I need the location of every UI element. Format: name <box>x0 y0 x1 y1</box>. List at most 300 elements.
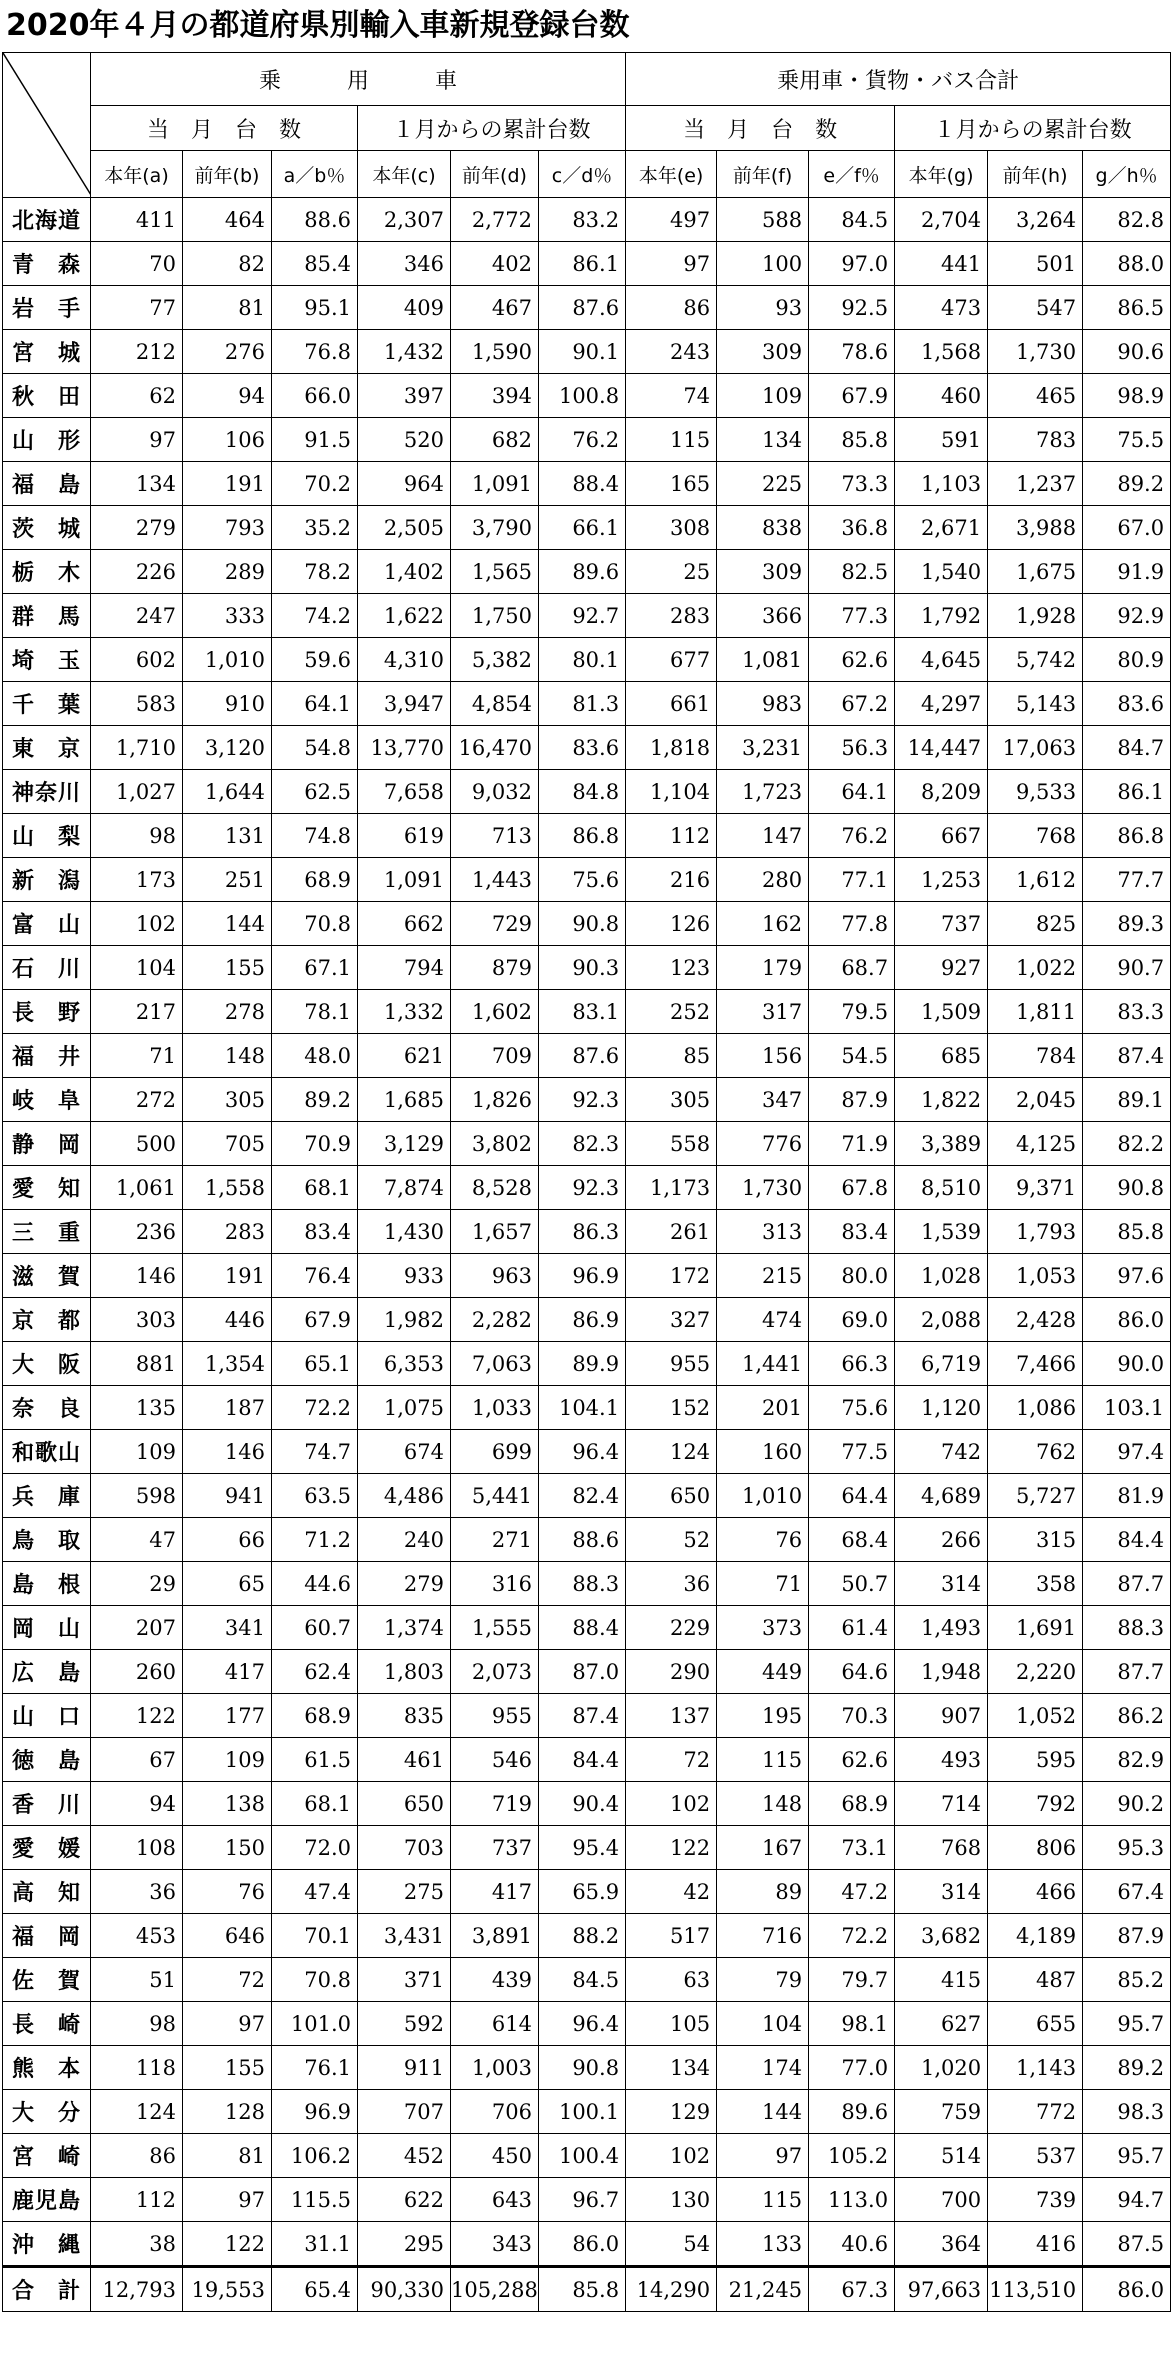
prefecture-name: 栃 木 <box>3 550 91 594</box>
table-cell: 514 <box>895 2134 988 2178</box>
table-cell: 61.5 <box>272 1738 358 1782</box>
table-cell: 1,103 <box>895 462 988 506</box>
table-cell: 271 <box>451 1518 539 1562</box>
table-cell: 85.2 <box>1083 1958 1171 2002</box>
column-header: 前年(h) <box>988 151 1083 198</box>
table-cell: 91.9 <box>1083 550 1171 594</box>
table-cell: 134 <box>626 2046 717 2090</box>
table-cell: 123 <box>626 946 717 990</box>
table-cell: 87.4 <box>1083 1034 1171 1078</box>
table-cell: 685 <box>895 1034 988 1078</box>
table-cell: 3,431 <box>358 1914 451 1958</box>
table-cell: 50.7 <box>809 1562 895 1606</box>
table-cell: 707 <box>358 2090 451 2134</box>
table-cell: 113.0 <box>809 2178 895 2222</box>
table-cell: 86.1 <box>1083 770 1171 814</box>
table-cell: 1,539 <box>895 1210 988 1254</box>
table-cell: 1,723 <box>717 770 809 814</box>
table-cell: 1,443 <box>451 858 539 902</box>
table-cell: 81.3 <box>539 682 626 726</box>
table-cell: 449 <box>717 1650 809 1694</box>
table-cell: 643 <box>451 2178 539 2222</box>
table-cell: 276 <box>183 330 272 374</box>
prefecture-name: 香 川 <box>3 1782 91 1826</box>
table-cell: 84.4 <box>539 1738 626 1782</box>
table-cell: 825 <box>988 902 1083 946</box>
table-cell: 4,645 <box>895 638 988 682</box>
table-cell: 62.5 <box>272 770 358 814</box>
table-cell: 275 <box>358 1870 451 1914</box>
table-cell: 31.1 <box>272 2222 358 2267</box>
table-cell: 95.7 <box>1083 2002 1171 2046</box>
table-cell: 3,891 <box>451 1914 539 1958</box>
table-cell: 416 <box>988 2222 1083 2267</box>
table-cell: 95.7 <box>1083 2134 1171 2178</box>
table-cell: 75.5 <box>1083 418 1171 462</box>
table-cell: 713 <box>451 814 539 858</box>
table-cell: 85 <box>626 1034 717 1078</box>
table-cell: 63 <box>626 1958 717 2002</box>
table-cell: 155 <box>183 2046 272 2090</box>
table-cell: 86 <box>626 286 717 330</box>
table-cell: 97,663 <box>895 2267 988 2312</box>
table-cell: 81 <box>183 286 272 330</box>
prefecture-name: 新 潟 <box>3 858 91 902</box>
table-cell: 80.0 <box>809 1254 895 1298</box>
table-row <box>3 1298 1171 1342</box>
table-cell: 112 <box>626 814 717 858</box>
table-cell: 124 <box>91 2090 183 2134</box>
table-cell: 621 <box>358 1034 451 1078</box>
table-cell: 64.1 <box>272 682 358 726</box>
table-cell: 3,120 <box>183 726 272 770</box>
table-cell: 1,091 <box>451 462 539 506</box>
table-cell: 1,441 <box>717 1342 809 1386</box>
prefecture-name: 長 野 <box>3 990 91 1034</box>
table-cell: 439 <box>451 1958 539 2002</box>
table-cell: 2,671 <box>895 506 988 550</box>
table-row <box>3 1562 1171 1606</box>
table-cell: 1,612 <box>988 858 1083 902</box>
table-cell: 283 <box>183 1210 272 1254</box>
table-row <box>3 1826 1171 1870</box>
table-cell: 473 <box>895 286 988 330</box>
table-cell: 78.2 <box>272 550 358 594</box>
table-cell: 94.7 <box>1083 2178 1171 2222</box>
table-cell: 87.0 <box>539 1650 626 1694</box>
table-row <box>3 1958 1171 2002</box>
table-cell: 309 <box>717 550 809 594</box>
table-cell: 1,432 <box>358 330 451 374</box>
table-cell: 87.6 <box>539 286 626 330</box>
table-cell: 289 <box>183 550 272 594</box>
prefecture-name: 奈 良 <box>3 1386 91 1430</box>
table-cell: 371 <box>358 1958 451 2002</box>
table-cell: 131 <box>183 814 272 858</box>
table-cell: 402 <box>451 242 539 286</box>
table-cell: 96.4 <box>539 1430 626 1474</box>
table-cell: 358 <box>988 1562 1083 1606</box>
table-cell: 61.4 <box>809 1606 895 1650</box>
table-cell: 103.1 <box>1083 1386 1171 1430</box>
table-row <box>3 1078 1171 1122</box>
table-cell: 68.7 <box>809 946 895 990</box>
table-cell: 706 <box>451 2090 539 2134</box>
table-cell: 595 <box>988 1738 1083 1782</box>
table-cell: 17,063 <box>988 726 1083 770</box>
table-cell: 174 <box>717 2046 809 2090</box>
table-cell: 4,189 <box>988 1914 1083 1958</box>
table-cell: 128 <box>183 2090 272 2134</box>
table-cell: 783 <box>988 418 1083 462</box>
table-cell: 148 <box>183 1034 272 1078</box>
table-cell: 4,689 <box>895 1474 988 1518</box>
table-cell: 87.9 <box>1083 1914 1171 1958</box>
table-cell: 29 <box>91 1562 183 1606</box>
table-cell: 102 <box>626 1782 717 1826</box>
table-cell: 792 <box>988 1782 1083 1826</box>
table-cell: 87.7 <box>1083 1562 1171 1606</box>
table-row <box>3 1166 1171 1210</box>
table-cell: 98.9 <box>1083 374 1171 418</box>
table-cell: 80.9 <box>1083 638 1171 682</box>
table-cell: 280 <box>717 858 809 902</box>
table-cell: 68.1 <box>272 1166 358 1210</box>
table-cell: 9,371 <box>988 1166 1083 1210</box>
table-cell: 411 <box>91 198 183 242</box>
table-cell: 716 <box>717 1914 809 1958</box>
table-cell: 2,220 <box>988 1650 1083 1694</box>
column-header: 本年(e) <box>626 151 717 198</box>
table-cell: 83.3 <box>1083 990 1171 1034</box>
table-row <box>3 1606 1171 1650</box>
table-cell: 54 <box>626 2222 717 2267</box>
table-cell: 36 <box>91 1870 183 1914</box>
table-cell: 65.1 <box>272 1342 358 1386</box>
column-header: 前年(d) <box>451 151 539 198</box>
table-cell: 96.7 <box>539 2178 626 2222</box>
table-cell: 86.5 <box>1083 286 1171 330</box>
column-header: 本年(a) <box>91 151 183 198</box>
table-cell: 881 <box>91 1342 183 1386</box>
table-cell: 144 <box>717 2090 809 2134</box>
table-cell: 21,245 <box>717 2267 809 2312</box>
table-cell: 95.3 <box>1083 1826 1171 1870</box>
prefecture-name: 大 分 <box>3 2090 91 2134</box>
table-cell: 314 <box>895 1562 988 1606</box>
table-cell: 152 <box>626 1386 717 1430</box>
table-cell: 66.3 <box>809 1342 895 1386</box>
table-cell: 90,330 <box>358 2267 451 2312</box>
table-cell: 73.1 <box>809 1826 895 1870</box>
table-cell: 1,750 <box>451 594 539 638</box>
table-cell: 806 <box>988 1826 1083 1870</box>
table-cell: 699 <box>451 1430 539 1474</box>
table-cell: 252 <box>626 990 717 1034</box>
table-cell: 13,770 <box>358 726 451 770</box>
table-cell: 98 <box>91 2002 183 2046</box>
table-cell: 84.5 <box>539 1958 626 2002</box>
table-cell: 2,282 <box>451 1298 539 1342</box>
table-cell: 86.0 <box>539 2222 626 2267</box>
table-cell: 89.9 <box>539 1342 626 1386</box>
table-cell: 81 <box>183 2134 272 2178</box>
table-cell: 85.8 <box>1083 1210 1171 1254</box>
table-cell: 126 <box>626 902 717 946</box>
table-cell: 583 <box>91 682 183 726</box>
table-row <box>3 1034 1171 1078</box>
table-cell: 212 <box>91 330 183 374</box>
table-cell: 19,553 <box>183 2267 272 2312</box>
table-cell: 109 <box>91 1430 183 1474</box>
table-cell: 933 <box>358 1254 451 1298</box>
table-cell: 77.0 <box>809 2046 895 2090</box>
prefecture-name: 岡 山 <box>3 1606 91 1650</box>
table-cell: 315 <box>988 1518 1083 1562</box>
table-cell: 113,510 <box>988 2267 1083 2312</box>
group-header-passenger: 乗 用 車 <box>91 53 626 106</box>
prefecture-name: 鹿児島 <box>3 2178 91 2222</box>
prefecture-name: 和歌山 <box>3 1430 91 1474</box>
table-cell: 97 <box>717 2134 809 2178</box>
table-cell: 487 <box>988 1958 1083 2002</box>
table-cell: 1,657 <box>451 1210 539 1254</box>
prefecture-name: 高 知 <box>3 1870 91 1914</box>
table-row <box>3 550 1171 594</box>
table-row <box>3 1738 1171 1782</box>
table-cell: 216 <box>626 858 717 902</box>
table-cell: 66.0 <box>272 374 358 418</box>
table-cell: 138 <box>183 1782 272 1826</box>
prefecture-name: 山 口 <box>3 1694 91 1738</box>
table-cell: 92.5 <box>809 286 895 330</box>
table-cell: 1,710 <box>91 726 183 770</box>
table-cell: 65 <box>183 1562 272 1606</box>
column-header: e／f％ <box>809 151 895 198</box>
table-cell: 1,052 <box>988 1694 1083 1738</box>
table-row <box>3 1870 1171 1914</box>
table-cell: 104 <box>91 946 183 990</box>
table-cell: 247 <box>91 594 183 638</box>
table-cell: 97 <box>183 2002 272 2046</box>
table-cell: 35.2 <box>272 506 358 550</box>
table-row <box>3 2090 1171 2134</box>
table-cell: 709 <box>451 1034 539 1078</box>
table-cell: 191 <box>183 462 272 506</box>
prefecture-name: 徳 島 <box>3 1738 91 1782</box>
table-row <box>3 682 1171 726</box>
table-cell: 67.9 <box>809 374 895 418</box>
table-cell: 1,792 <box>895 594 988 638</box>
table-cell: 2,073 <box>451 1650 539 1694</box>
table-row <box>3 286 1171 330</box>
table-cell: 71 <box>717 1562 809 1606</box>
table-cell: 4,310 <box>358 638 451 682</box>
table-cell: 700 <box>895 2178 988 2222</box>
table-cell: 910 <box>183 682 272 726</box>
table-cell: 467 <box>451 286 539 330</box>
table-cell: 72.0 <box>272 1826 358 1870</box>
table-cell: 313 <box>717 1210 809 1254</box>
table-cell: 1,081 <box>717 638 809 682</box>
table-cell: 1,622 <box>358 594 451 638</box>
table-cell: 100 <box>717 242 809 286</box>
table-cell: 90.8 <box>539 2046 626 2090</box>
table-cell: 67.2 <box>809 682 895 726</box>
table-cell: 89.2 <box>1083 2046 1171 2090</box>
table-row <box>3 242 1171 286</box>
table-cell: 520 <box>358 418 451 462</box>
prefecture-name: 宮 城 <box>3 330 91 374</box>
table-row <box>3 638 1171 682</box>
table-cell: 907 <box>895 1694 988 1738</box>
column-header: 本年(c) <box>358 151 451 198</box>
table-cell: 1,020 <box>895 2046 988 2090</box>
table-cell: 70.1 <box>272 1914 358 1958</box>
table-cell: 295 <box>358 2222 451 2267</box>
table-cell: 77.7 <box>1083 858 1171 902</box>
table-cell: 1,053 <box>988 1254 1083 1298</box>
prefecture-name: 佐 賀 <box>3 1958 91 2002</box>
table-cell: 927 <box>895 946 988 990</box>
table-row <box>3 902 1171 946</box>
table-cell: 86.8 <box>1083 814 1171 858</box>
table-cell: 67.8 <box>809 1166 895 1210</box>
table-cell: 165 <box>626 462 717 506</box>
table-cell: 501 <box>988 242 1083 286</box>
table-cell: 661 <box>626 682 717 726</box>
table-cell: 90.8 <box>1083 1166 1171 1210</box>
table-cell: 347 <box>717 1078 809 1122</box>
table-row <box>3 1914 1171 1958</box>
table-cell: 1,811 <box>988 990 1083 1034</box>
table-cell: 461 <box>358 1738 451 1782</box>
prefecture-name: 千 葉 <box>3 682 91 726</box>
table-cell: 92.3 <box>539 1166 626 1210</box>
table-cell: 82.5 <box>809 550 895 594</box>
table-cell: 941 <box>183 1474 272 1518</box>
table-cell: 70.3 <box>809 1694 895 1738</box>
table-cell: 156 <box>717 1034 809 1078</box>
table-cell: 102 <box>91 902 183 946</box>
column-header: c／d％ <box>539 151 626 198</box>
table-row <box>3 2178 1171 2222</box>
prefecture-name: 愛 媛 <box>3 1826 91 1870</box>
table-cell: 124 <box>626 1430 717 1474</box>
table-cell: 1,374 <box>358 1606 451 1650</box>
table-cell: 60.7 <box>272 1606 358 1650</box>
table-cell: 88.6 <box>272 198 358 242</box>
table-cell: 5,382 <box>451 638 539 682</box>
table-cell: 279 <box>358 1562 451 1606</box>
table-cell: 88.4 <box>539 1606 626 1650</box>
table-cell: 86.9 <box>539 1298 626 1342</box>
table-cell: 65.4 <box>272 2267 358 2312</box>
table-cell: 260 <box>91 1650 183 1694</box>
table-cell: 144 <box>183 902 272 946</box>
table-cell: 1,685 <box>358 1078 451 1122</box>
table-cell: 87.7 <box>1083 1650 1171 1694</box>
table-cell: 1,675 <box>988 550 1083 594</box>
table-cell: 240 <box>358 1518 451 1562</box>
table-row <box>3 506 1171 550</box>
table-cell: 737 <box>895 902 988 946</box>
table-cell: 100.8 <box>539 374 626 418</box>
table-cell: 772 <box>988 2090 1083 2134</box>
table-cell: 122 <box>183 2222 272 2267</box>
table-cell: 3,947 <box>358 682 451 726</box>
prefecture-name: 広 島 <box>3 1650 91 1694</box>
table-cell: 83.2 <box>539 198 626 242</box>
table-cell: 88.4 <box>539 462 626 506</box>
table-cell: 1,354 <box>183 1342 272 1386</box>
table-cell: 51 <box>91 1958 183 2002</box>
table-cell: 62.4 <box>272 1650 358 1694</box>
table-cell: 47 <box>91 1518 183 1562</box>
table-cell: 3,129 <box>358 1122 451 1166</box>
table-cell: 89.2 <box>1083 462 1171 506</box>
table-cell: 333 <box>183 594 272 638</box>
table-row <box>3 418 1171 462</box>
table-cell: 1,644 <box>183 770 272 814</box>
table-row <box>3 1210 1171 1254</box>
table-cell: 341 <box>183 1606 272 1650</box>
table-cell: 147 <box>717 814 809 858</box>
table-cell: 497 <box>626 198 717 242</box>
table-cell: 1,948 <box>895 1650 988 1694</box>
prefecture-name: 岐 阜 <box>3 1078 91 1122</box>
table-cell: 62 <box>91 374 183 418</box>
prefecture-name: 宮 崎 <box>3 2134 91 2178</box>
table-cell: 983 <box>717 682 809 726</box>
table-cell: 305 <box>626 1078 717 1122</box>
table-cell: 62.6 <box>809 1738 895 1782</box>
table-cell: 5,143 <box>988 682 1083 726</box>
table-cell: 97 <box>91 418 183 462</box>
table-cell: 90.4 <box>539 1782 626 1826</box>
table-cell: 667 <box>895 814 988 858</box>
table-cell: 38 <box>91 2222 183 2267</box>
table-cell: 1,104 <box>626 770 717 814</box>
table-cell: 89.6 <box>809 2090 895 2134</box>
table-cell: 266 <box>895 1518 988 1562</box>
table-cell: 1,555 <box>451 1606 539 1650</box>
table-cell: 714 <box>895 1782 988 1826</box>
table-cell: 97.4 <box>1083 1430 1171 1474</box>
table-cell: 1,558 <box>183 1166 272 1210</box>
prefecture-name: 三 重 <box>3 1210 91 1254</box>
table-cell: 674 <box>358 1430 451 1474</box>
table-cell: 446 <box>183 1298 272 1342</box>
table-cell: 366 <box>717 594 809 638</box>
table-cell: 191 <box>183 1254 272 1298</box>
table-cell: 546 <box>451 1738 539 1782</box>
table-cell: 317 <box>717 990 809 1034</box>
table-cell: 759 <box>895 2090 988 2134</box>
table-cell: 2,505 <box>358 506 451 550</box>
table-cell: 283 <box>626 594 717 638</box>
table-row <box>3 594 1171 638</box>
table-cell: 86.8 <box>539 814 626 858</box>
table-cell: 784 <box>988 1034 1083 1078</box>
table-cell: 68.9 <box>809 1782 895 1826</box>
table-cell: 80.1 <box>539 638 626 682</box>
table-cell: 59.6 <box>272 638 358 682</box>
table-cell: 47.2 <box>809 1870 895 1914</box>
table-cell: 42 <box>626 1870 717 1914</box>
table-cell: 5,727 <box>988 1474 1083 1518</box>
registration-table <box>2 52 1171 2312</box>
